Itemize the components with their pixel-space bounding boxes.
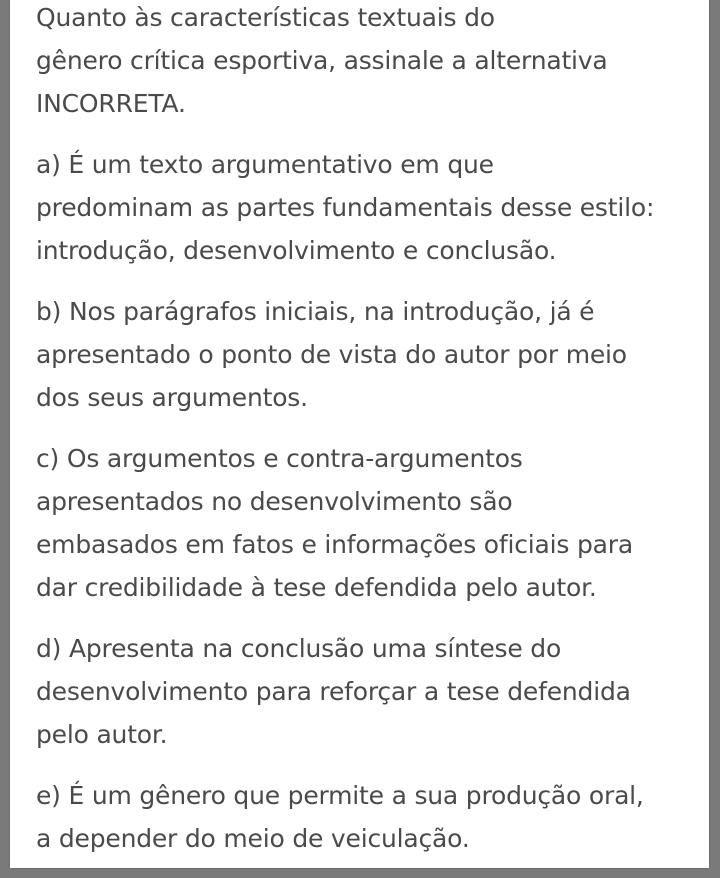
prompt-line: gênero crítica esportiva, assinale a alternativa [36, 46, 608, 75]
option-a-line: introdução, desenvolvimento e conclusão. [36, 236, 557, 265]
option-a [36, 143, 696, 272]
question-content [36, 0, 696, 878]
option-c-line: dar credibilidade à tese defendida pelo autor. [36, 573, 597, 602]
option-b-line: apresentado o ponto de vista do autor por meio [36, 340, 627, 369]
option-c-line: embasados em fatos e informações oficiais para [36, 530, 633, 559]
option-a-line: predominam as partes fundamentais desse estilo: [36, 193, 655, 222]
option-d [36, 627, 696, 756]
option-b-line: b) Nos parágrafos iniciais, na introdução, já é [36, 297, 595, 326]
prompt-line: Quanto às características textuais do [36, 3, 495, 32]
option-e-line: e) É um gênero que permite a sua produção oral, [36, 781, 644, 810]
option-e [36, 774, 696, 860]
option-e-line: a depender do meio de veiculação. [36, 824, 470, 853]
question-prompt [36, 0, 696, 125]
option-c-line: c) Os argumentos e contra-argumentos [36, 444, 523, 473]
option-a-line: a) É um texto argumentativo em que [36, 150, 494, 179]
prompt-line: INCORRETA. [36, 89, 186, 118]
option-c-line: apresentados no desenvolvimento são [36, 487, 513, 516]
option-d-line: desenvolvimento para reforçar a tese defendida [36, 677, 631, 706]
option-b-line: dos seus argumentos. [36, 383, 308, 412]
question-card [10, 0, 709, 868]
option-d-line: d) Apresenta na conclusão uma síntese do [36, 634, 562, 663]
option-c [36, 437, 696, 609]
option-d-line: pelo autor. [36, 720, 168, 749]
option-b [36, 290, 696, 419]
